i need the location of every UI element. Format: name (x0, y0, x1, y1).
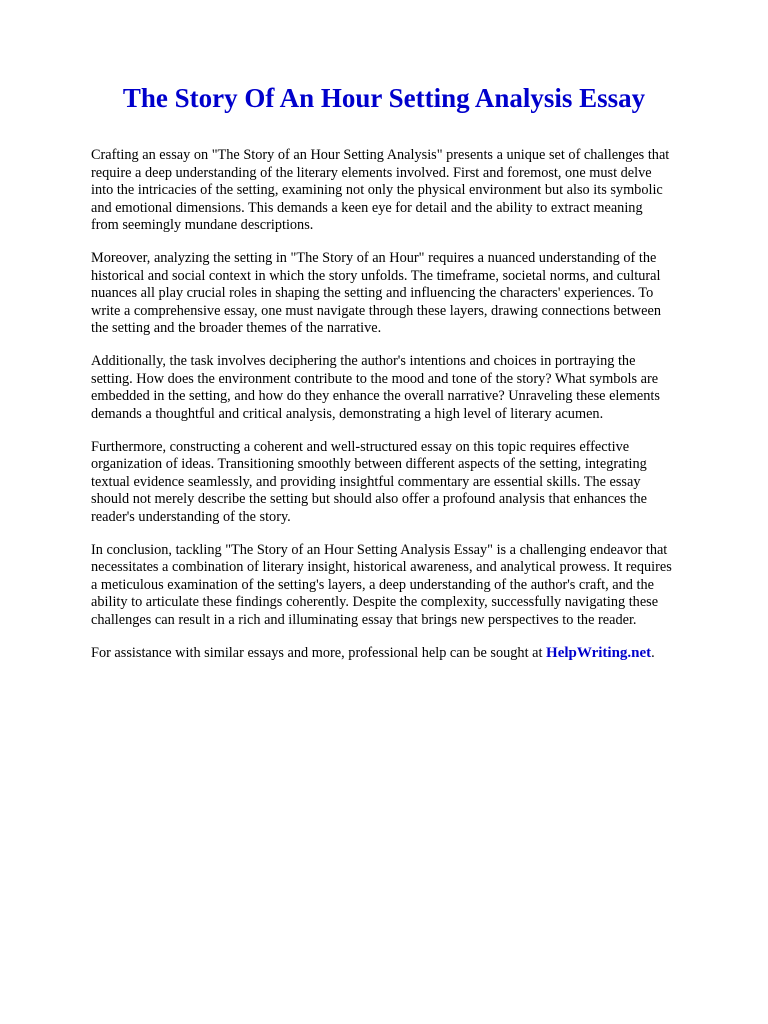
paragraph-line: Moreover, analyzing the setting in "The Story of an Hour" requires a nuanced understanding of the (91, 250, 657, 266)
paragraph-line: write a comprehensive essay, one must navigate through these layers, drawing connections between (91, 302, 661, 319)
paragraph-line: embedded in the setting, and how do they enhance the overall narrative? Unraveling these elements (91, 388, 660, 404)
paragraph-line: a meticulous examination of the setting's layers, a deep understanding of the author's craft, and the (91, 576, 654, 593)
paragraph-line: historical and social context in which the story unfolds. The timeframe, societal norms, and cultural (91, 267, 661, 284)
paragraph-line: and emotional dimensions. This demands a keen eye for detail and the ability to extract meaning (91, 199, 643, 216)
paragraph-line: require a deep understanding of the literary elements involved. First and foremost, one must delve (91, 164, 652, 181)
paragraph-line: into the intricacies of the setting, examining not only the physical environment but also its symbolic (91, 182, 663, 198)
paragraph-line: ability to articulate these findings coherently. Despite the complexity, successfully navigating these (91, 594, 659, 610)
paragraph-line: setting. How does the environment contribute to the mood and tone of the story? What symbols are (91, 370, 659, 387)
paragraph-line: reader's understanding of the story. (91, 508, 291, 525)
closing-text: For assistance with similar essays and more, professional help can be sought at (91, 644, 543, 661)
paragraph-line: Crafting an essay on "The Story of an Hour Setting Analysis" presents a unique set of challenges that (91, 147, 670, 163)
paragraph-line: challenges can result in a rich and illuminating essay that brings new perspectives to the reader. (91, 611, 637, 628)
paragraph-2 (91, 250, 691, 338)
paragraph-1 (91, 147, 691, 235)
paragraph-line: nuances all play crucial roles in shaping the setting and influencing the characters' experiences. To (91, 285, 654, 301)
paragraph-line: necessitates a combination of literary insight, historical awareness, and analytical prowess. It requires (91, 559, 672, 575)
paragraph-line: organization of ideas. Transitioning smoothly between different aspects of the setting, integrating (91, 456, 647, 472)
paragraph-5 (91, 542, 691, 630)
closing-paragraph (91, 645, 691, 663)
paragraph-line: demands a thoughtful and critical analysis, demonstrating a high level of literary acumen. (91, 405, 604, 422)
paragraph-line: Furthermore, constructing a coherent and well-structured essay on this topic requires effective (91, 438, 630, 455)
paragraph-3 (91, 353, 691, 423)
paragraph-line: In conclusion, tackling "The Story of an Hour Setting Analysis Essay" is a challenging endeavor that (91, 541, 668, 558)
closing-line (91, 645, 691, 663)
paragraph-line: textual evidence seamlessly, and providing insightful commentary are essential skills. The essay (91, 473, 641, 490)
paragraph-line: from seemingly mundane descriptions. (91, 217, 314, 233)
paragraph-line: should not merely describe the setting but should also offer a profound analysis that enhances the (91, 491, 647, 507)
paragraph-line: the setting and the broader themes of the narrative. (91, 320, 382, 336)
page-title: The Story Of An Hour Setting Analysis Essay (122, 83, 646, 113)
essay-body (91, 147, 691, 678)
paragraph-line: Additionally, the task involves deciphering the author's intentions and choices in portraying the (91, 353, 636, 369)
paragraph-4 (91, 439, 691, 527)
closing-suffix: . (651, 644, 655, 661)
helpwriting-link[interactable]: HelpWriting.net (546, 644, 652, 661)
